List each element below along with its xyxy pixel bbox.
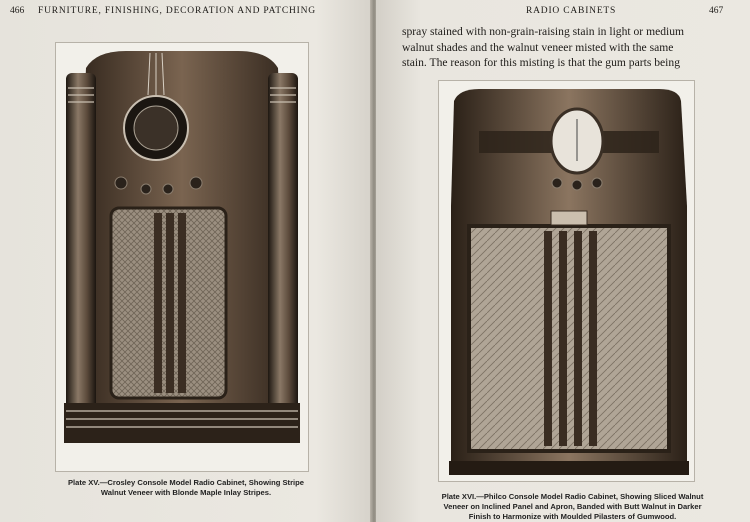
right-page-number: 467 [709, 6, 724, 16]
body-line: spray stained with non-grain-raising stain in light or medium [402, 25, 685, 38]
body-text [402, 24, 737, 71]
body-line: walnut shades and the walnut veneer misted with the same [402, 40, 674, 54]
plate-xvi-caption [400, 492, 745, 522]
plate-xv-caption [30, 478, 342, 498]
caption-line: Plate XV.—Crosley Console Model Radio Cabinet, Showing Stripe [67, 478, 304, 487]
caption-line: Veneer on Inclined Panel and Apron, Banded with Butt Walnut in Darker [443, 502, 702, 511]
caption-line: Finish to Harmonize with Moulded Pilasters of Gumwood. [468, 512, 677, 521]
right-running-head: RADIO CABINETS [526, 6, 617, 16]
left-page-number: 466 [10, 6, 25, 16]
caption-line: Plate XVI.—Philco Console Model Radio Cabinet, Showing Sliced Walnut [441, 492, 704, 501]
plate-xv-photo [55, 42, 309, 472]
plate-xvi-photo [438, 80, 695, 482]
left-page [0, 0, 372, 522]
philco-radio-cabinet-illustration [439, 81, 694, 481]
caption-line: Walnut Veneer with Blonde Maple Inlay Stripes. [100, 488, 272, 497]
crosley-radio-cabinet-illustration [56, 43, 308, 471]
body-line: stain. The reason for this misting is that the gum parts being [402, 56, 680, 69]
left-running-head: FURNITURE, FINISHING, DECORATION AND PATCHING [38, 6, 316, 16]
